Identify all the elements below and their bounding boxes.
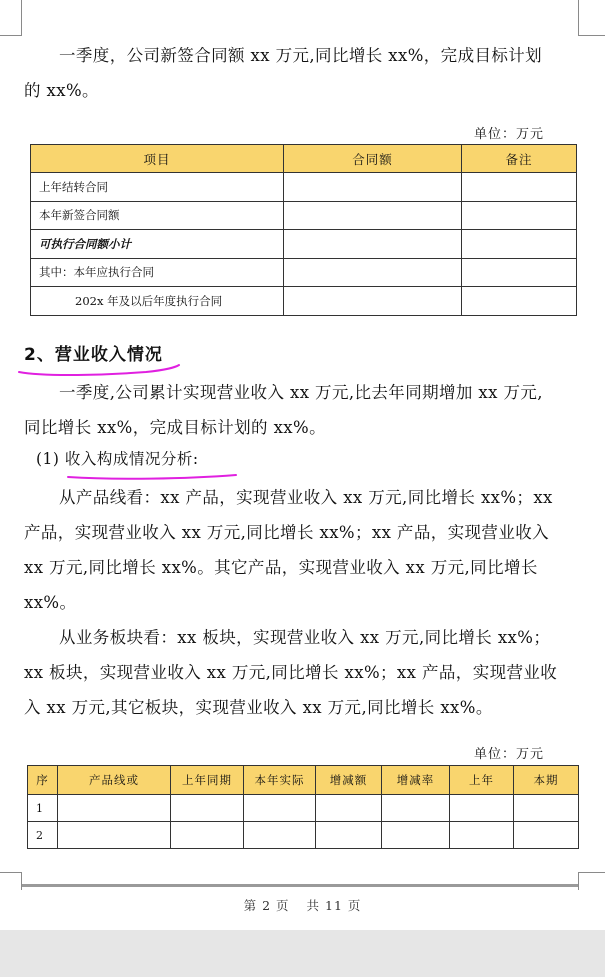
viewport-bottom-strip (0, 930, 605, 977)
revenue-table (27, 765, 579, 849)
crop-mark-bottom-left (21, 872, 22, 890)
table-cell (171, 795, 244, 822)
table-cell (462, 173, 577, 202)
table-cell (284, 201, 462, 230)
table-cell (462, 230, 577, 259)
table-header-row (31, 145, 577, 173)
table-cell (514, 822, 579, 849)
contract-table (30, 144, 577, 316)
table-cell (450, 822, 514, 849)
column-header: 序 (28, 766, 58, 795)
crop-mark-bottom-left-h (0, 872, 22, 873)
crop-mark-bottom-right (578, 872, 579, 890)
table-cell: 可执行合同额小计 (31, 230, 284, 259)
table-row (31, 258, 577, 287)
table-cell (382, 795, 450, 822)
table-cell (462, 287, 577, 316)
page-bottom-rule (22, 884, 578, 887)
table-cell: 其中：本年应执行合同 (31, 258, 284, 287)
page-total: 共 11 页 (306, 898, 362, 913)
crop-mark-top-left (21, 0, 22, 36)
section-heading: 2、营业收入情况 (24, 345, 163, 365)
table-cell: 2 (28, 822, 58, 849)
table-row (31, 201, 577, 230)
table-cell (514, 795, 579, 822)
subheading: (1) 收入构成情况分析: (36, 450, 199, 468)
table-cell (58, 822, 171, 849)
paragraph-line: 入 xx 万元,其它板块，实现营业收入 xx 万元,同比增长 xx%。 (24, 698, 493, 717)
paragraph-line: 的 xx%。 (24, 81, 99, 100)
table-row (31, 173, 577, 202)
table-cell: 202x 年及以后年度执行合同 (31, 287, 284, 316)
table-cell (284, 230, 462, 259)
column-header: 合同额 (284, 145, 462, 173)
paragraph-line: xx 板块，实现营业收入 xx 万元,同比增长 xx%；xx 产品，实现营业收 (24, 663, 558, 682)
crop-mark-bottom-right-h (578, 872, 605, 873)
table-cell (284, 287, 462, 316)
page-number: 第 2 页 (243, 898, 290, 913)
column-header: 本年实际 (244, 766, 316, 795)
paragraph-line: xx%。 (24, 593, 77, 612)
table-row (28, 822, 579, 849)
table-cell (244, 822, 316, 849)
column-header: 产品线或 (58, 766, 171, 795)
unit-label: 单位：万元 (474, 747, 545, 762)
crop-mark-top-right-h (578, 35, 605, 36)
paragraph-line: 产品，实现营业收入 xx 万元,同比增长 xx%；xx 产品，实现营业收入 (24, 523, 550, 542)
column-header: 备注 (462, 145, 577, 173)
table-cell (284, 258, 462, 287)
table-row (31, 287, 577, 316)
table-cell (171, 822, 244, 849)
table-cell (462, 258, 577, 287)
column-header: 增减额 (316, 766, 382, 795)
paragraph-line: 从业务板块看：xx 板块，实现营业收入 xx 万元,同比增长 xx%； (59, 628, 551, 647)
paragraph-line: 从产品线看：xx 产品，实现营业收入 xx 万元,同比增长 xx%；xx (59, 488, 553, 507)
crop-mark-top-left-h (0, 35, 22, 36)
table-cell (316, 822, 382, 849)
table-cell: 上年结转合同 (31, 173, 284, 202)
table-cell: 1 (28, 795, 58, 822)
table-header-row (28, 766, 579, 795)
table-cell (450, 795, 514, 822)
table-row (31, 230, 577, 259)
table-cell (316, 795, 382, 822)
unit-label: 单位：万元 (474, 127, 545, 142)
paragraph-line: 一季度，公司新签合同额 xx 万元,同比增长 xx%，完成目标计划 (59, 46, 543, 65)
column-header: 项目 (31, 145, 284, 173)
column-header: 上年同期 (171, 766, 244, 795)
page-footer (0, 896, 605, 914)
table-cell: 本年新签合同额 (31, 201, 284, 230)
table-cell (382, 822, 450, 849)
column-header: 增减率 (382, 766, 450, 795)
paragraph-line: 同比增长 xx%，完成目标计划的 xx%。 (24, 418, 326, 437)
table-cell (58, 795, 171, 822)
table-cell (284, 173, 462, 202)
table-cell (244, 795, 316, 822)
paragraph-line: 一季度,公司累计实现营业收入 xx 万元,比去年同期增加 xx 万元, (59, 383, 543, 402)
table-row (28, 795, 579, 822)
column-header: 上年 (450, 766, 514, 795)
column-header: 本期 (514, 766, 579, 795)
table-cell (462, 201, 577, 230)
paragraph-line: xx 万元,同比增长 xx%。其它产品，实现营业收入 xx 万元,同比增长 (24, 558, 538, 577)
crop-mark-top-right (578, 0, 579, 36)
